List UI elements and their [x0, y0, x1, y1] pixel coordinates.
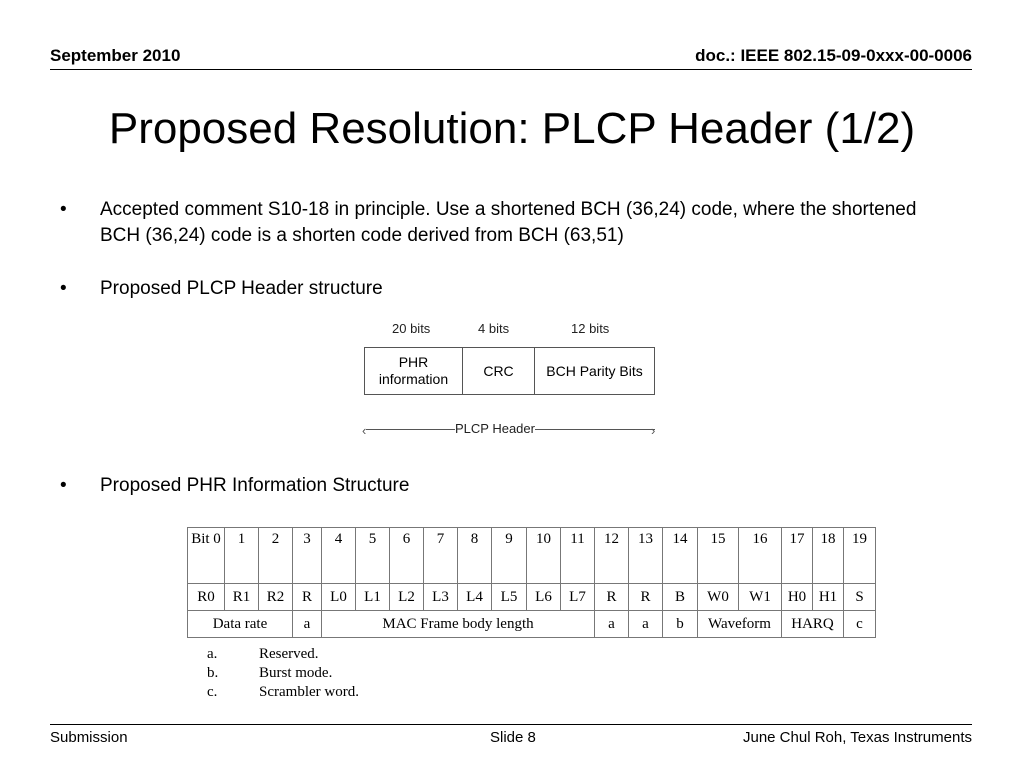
table-cell: R: [293, 584, 322, 611]
table-cell: 2: [259, 528, 293, 584]
table-cell: L3: [424, 584, 458, 611]
table-cell: 3: [293, 528, 322, 584]
table-cell: c: [844, 611, 876, 638]
list-item: [207, 683, 359, 702]
table-cell: 7: [424, 528, 458, 584]
bullet-mark: •: [60, 475, 67, 496]
table-cell: L7: [561, 584, 595, 611]
header-divider: [50, 69, 972, 70]
bullet-mark: •: [60, 199, 67, 220]
table-cell: a: [595, 611, 629, 638]
table-cell: W1: [739, 584, 782, 611]
table-cell: R2: [259, 584, 293, 611]
bullet-text: Accepted comment S10-18 in principle. Use a shortened BCH (36,24) code, where the shortened BCH (36,24) code is a shorten code derived from BCH (63,51): [100, 199, 917, 246]
table-cell: L2: [390, 584, 424, 611]
note-key: b.: [207, 665, 219, 681]
table-cell: L4: [458, 584, 492, 611]
footer-submission: Submission: [50, 729, 128, 746]
note-key: a.: [207, 646, 218, 662]
list-item: [207, 664, 359, 683]
plcp-field-bch: BCH Parity Bits: [534, 347, 655, 395]
table-cell: R: [595, 584, 629, 611]
list-item: [207, 645, 359, 664]
footer-slide-number: Slide 8: [490, 729, 536, 746]
table-cell: 11: [561, 528, 595, 584]
table-cell: 5: [356, 528, 390, 584]
footer-divider: [50, 724, 972, 725]
table-cell: L0: [322, 584, 356, 611]
table-cell: R1: [225, 584, 259, 611]
header-date: September 2010: [50, 46, 181, 65]
table-cell: MAC Frame body length: [322, 611, 595, 638]
table-cell: H0: [782, 584, 813, 611]
table-cell: R0: [188, 584, 225, 611]
footer-author: June Chul Roh, Texas Instruments: [742, 729, 972, 746]
table-cell: a: [629, 611, 663, 638]
table-cell: HARQ: [782, 611, 844, 638]
plcp-span-label: PLCP Header: [455, 421, 535, 436]
plcp-bits-label: 4 bits: [478, 321, 510, 336]
table-row: [188, 584, 876, 611]
bullet-text: Proposed PHR Information Structure: [100, 475, 410, 496]
table-cell: 9: [492, 528, 527, 584]
arrow-left-icon: ‹: [362, 423, 367, 438]
note-key: c.: [207, 684, 218, 700]
table-cell: B: [663, 584, 698, 611]
table-cell: L5: [492, 584, 527, 611]
table-cell: 15: [698, 528, 739, 584]
table-cell: L6: [527, 584, 561, 611]
table-cell: L1: [356, 584, 390, 611]
table-cell: 10: [527, 528, 561, 584]
table-cell: 1: [225, 528, 259, 584]
table-row: [188, 528, 876, 584]
header-doc-id: doc.: IEEE 802.15-09-0xxx-00-0006: [695, 46, 972, 65]
bullet-text: Proposed PLCP Header structure: [100, 278, 383, 299]
slide-title: Proposed Resolution: PLCP Header (1/2): [108, 104, 916, 153]
table-cell: a: [293, 611, 322, 638]
table-cell: 4: [322, 528, 356, 584]
table-cell: 8: [458, 528, 492, 584]
table-cell: R: [629, 584, 663, 611]
table-row: [188, 611, 876, 638]
table-cell: H1: [813, 584, 844, 611]
table-cell: 13: [629, 528, 663, 584]
table-cell: Data rate: [188, 611, 293, 638]
bullet-mark: •: [60, 278, 67, 299]
table-cell: Waveform: [698, 611, 782, 638]
table-cell: 6: [390, 528, 424, 584]
table-cell: 14: [663, 528, 698, 584]
note-text: Burst mode.: [259, 665, 333, 681]
table-cell: 17: [782, 528, 813, 584]
table-cell: 16: [739, 528, 782, 584]
plcp-field-phr: PHR information: [364, 347, 463, 395]
table-cell: 12: [595, 528, 629, 584]
note-text: Scrambler word.: [259, 684, 359, 700]
phr-info-table: [187, 527, 876, 638]
arrow-right-icon: ›: [651, 423, 656, 438]
table-cell: 18: [813, 528, 844, 584]
plcp-bits-label: 20 bits: [392, 321, 431, 336]
table-cell: b: [663, 611, 698, 638]
plcp-bits-label: 12 bits: [571, 321, 610, 336]
note-text: Reserved.: [259, 646, 319, 662]
table-cell: 19: [844, 528, 876, 584]
plcp-field-crc: CRC: [462, 347, 535, 395]
table-cell: W0: [698, 584, 739, 611]
table-cell: S: [844, 584, 876, 611]
table-notes: [207, 645, 359, 702]
table-cell: Bit 0: [188, 528, 225, 584]
